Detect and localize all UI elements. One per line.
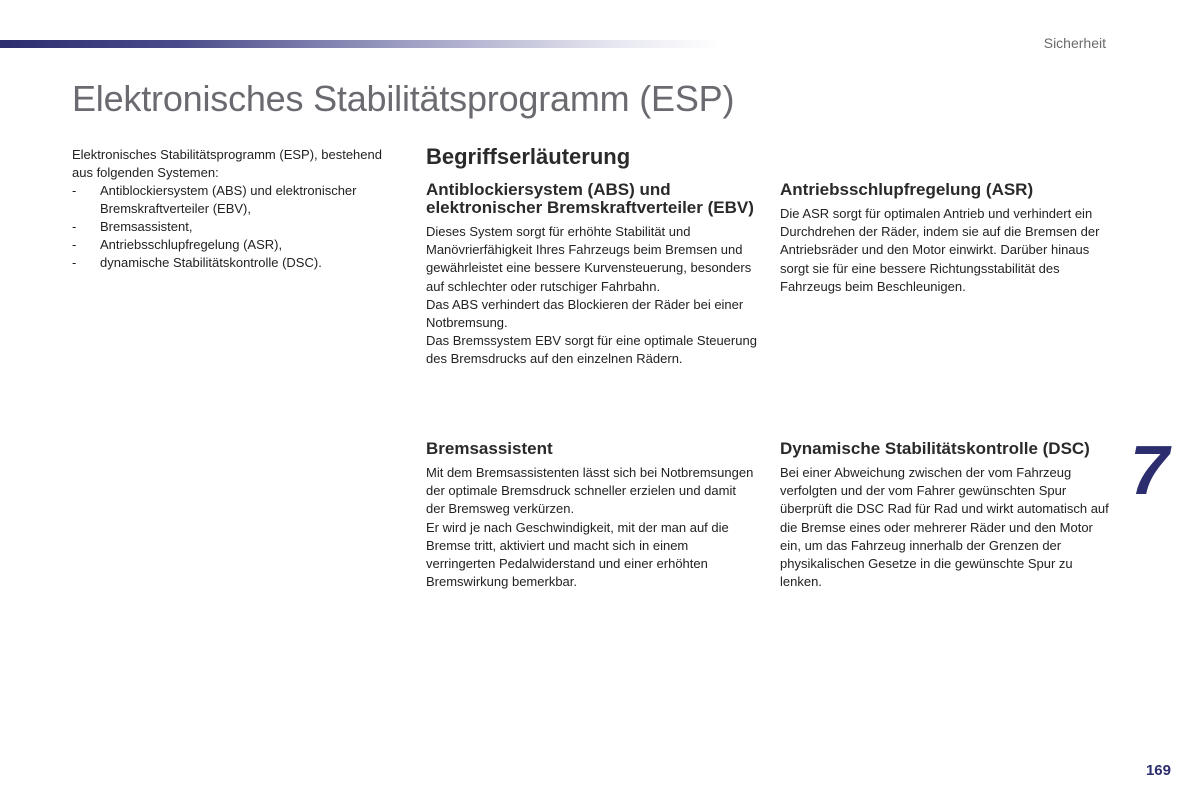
list-item-text: Antiblockiersystem (ABS) und elektronischer Bremskraftverteiler (EBV), — [100, 183, 357, 216]
header-gradient-bar — [0, 40, 720, 48]
list-item — [72, 218, 402, 236]
dsc-section — [780, 440, 1112, 591]
abs-ebv-paragraph: Das ABS verhindert das Blockieren der Räder bei einer Notbremsung. — [426, 296, 744, 331]
page-title: Elektronisches Stabilitätsprogramm (ESP) — [72, 78, 735, 119]
section-label: Sicherheit — [1043, 35, 1106, 51]
list-bullet: - — [72, 237, 77, 252]
abs-ebv-paragraph: Dieses System sorgt für erhöhte Stabilität und Manövrierfähigkeit Ihres Fahrzeugs beim Bremsen und gewährleistet eine bessere Kurvensteuerung, besonders auf schlechter oder rutschiger Fahrbahn. — [426, 224, 752, 294]
section-heading: Begriffserläuterung — [426, 144, 631, 169]
brake-assist-paragraph: Mit dem Bremsassistenten lässt sich bei Notbremsungen der optimale Bremsdruck schneller erzielen und damit der Bremsweg verkürzen. — [426, 465, 754, 517]
list-item — [72, 254, 402, 272]
asr-section — [780, 181, 1112, 296]
intro-text: Elektronisches Stabilitätsprogramm (ESP), bestehend aus folgenden Systemen: — [72, 147, 382, 180]
system-list — [72, 182, 402, 272]
abs-ebv-section — [426, 181, 758, 369]
asr-paragraph: Die ASR sorgt für optimalen Antrieb und verhindert ein Durchdrehen der Räder, indem sie auf die Bremsen der Antriebsräder und den Motor einwirkt. Darüber hinaus sorgt sie für eine bessere Richtungsstabilität des Fahrzeugs beim Beschleunigen. — [780, 206, 1100, 294]
list-item-text: Bremsassistent, — [100, 219, 193, 234]
list-bullet: - — [72, 219, 77, 234]
intro-column — [72, 146, 402, 272]
list-bullet: - — [72, 255, 77, 270]
dsc-paragraph: Bei einer Abweichung zwischen der vom Fahrzeug verfolgten und der vom Fahrer gewünschten Spur überprüft die DSC Rad für Rad und wirkt automatisch auf die Bremse eines oder mehrerer Räder und den Motor ein, um das Fahrzeug innerhalb der Grenzen der physikalischen Gesetze in die gewünschte Spur zu lenken. — [780, 465, 1109, 590]
brake-assist-heading: Bremsassistent — [426, 439, 553, 458]
list-item-text: dynamische Stabilitätskontrolle (DSC). — [100, 255, 322, 270]
brake-assist-paragraph: Er wird je nach Geschwindigkeit, mit der man auf die Bremse tritt, aktiviert und macht sich in einem verringerten Pedalwiderstand und einer erhöhten Bremswirkung bemerkbar. — [426, 519, 729, 590]
abs-ebv-paragraph: Das Bremssystem EBV sorgt für eine optimale Steuerung des Bremsdrucks auf den einzelnen Rädern. — [426, 333, 757, 367]
page-number: 169 — [1145, 762, 1171, 779]
asr-heading: Antriebsschlupfregelung (ASR) — [780, 180, 1034, 199]
list-item — [72, 182, 402, 218]
dsc-heading: Dynamische Stabilitätskontrolle (DSC) — [780, 439, 1090, 458]
list-item — [72, 236, 402, 254]
brake-assist-section — [426, 440, 758, 591]
list-item-text: Antriebsschlupfregelung (ASR), — [100, 237, 283, 252]
chapter-number: 7 — [1130, 431, 1169, 509]
abs-ebv-heading: Antiblockiersystem (ABS) und elektronischer Bremskraftverteiler (EBV) — [426, 180, 754, 217]
list-bullet: - — [72, 183, 77, 198]
